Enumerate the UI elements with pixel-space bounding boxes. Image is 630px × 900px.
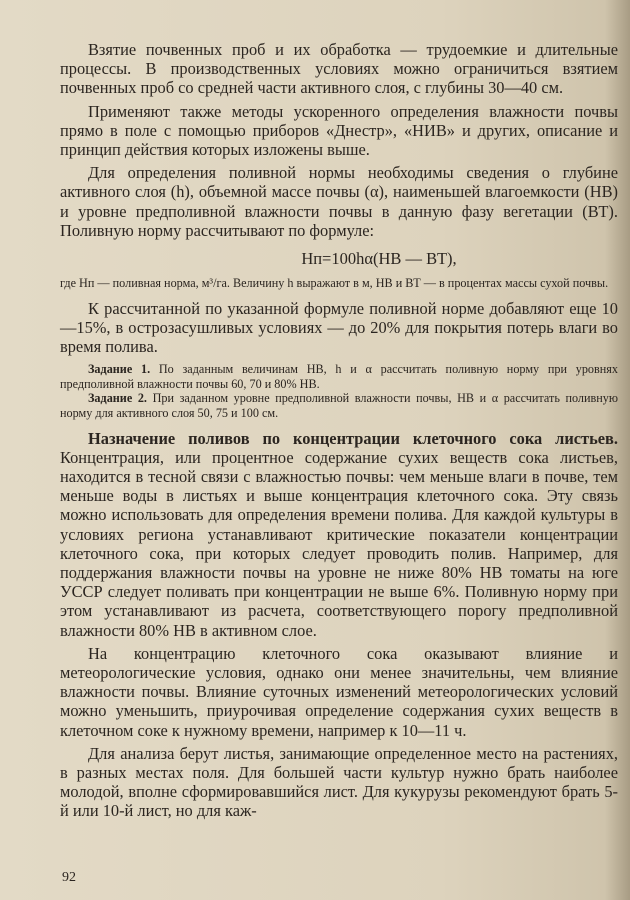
page-number: 92 bbox=[62, 870, 76, 885]
formula: Hп=100hα(НВ — ВТ), bbox=[301, 249, 457, 269]
section-heading: Назначение поливов по концентрации клеточного сока листьев. bbox=[88, 428, 618, 448]
task-2-label: Задание 2. bbox=[88, 391, 147, 406]
task-1-label: Задание 1. bbox=[88, 362, 151, 377]
text-column bbox=[60, 40, 618, 821]
section-text: Концентрация, или процентное содержание сухих веществ сока листьев, находится в тесной связи с влажностью почвы: чем меньше влаги в почве, тем меньше воды в листьях и выше концентрация клеточного сока. Эту связь можно использовать для определения времени полива. Для каждой культуры в условиях региона устанавливают критические показатели концентрации клеточного сока, при которых следует проводить полив. Например, для поддержания влажности почвы на уровне не ниже 80% НВ томаты на юге УССР следует поливать при концентрации не выше 6%. Поливную норму при этом устанавливают из расчета, соответствующего порогу предполивной влажности 80% НВ в активном слое. bbox=[60, 447, 618, 640]
task-2 bbox=[60, 391, 618, 420]
task-1-text: По заданным величинам НВ, h и α рассчитать поливную норму при уровнях предполивной влажности почвы 60, 70 и 80% НВ. bbox=[60, 362, 619, 391]
task-2-text: При заданном уровне предполивной влажности почвы, НВ и α рассчитать поливную норму для активного слоя 50, 75 и 100 см. bbox=[60, 391, 619, 421]
paragraph: К рассчитанной по указанной формуле поливной норме добавляют еще 10—15%, в острозасушливых условиях — до 20% для покрытия потерь влаги во время полива. bbox=[60, 298, 618, 357]
paragraph: На концентрацию клеточного сока оказывают влияние и метеорологические условия, однако они менее значительны, чем влияние влажности почвы. Влияние суточных изменений метеорологических условий можно уменьшить, приурочивая определение содержания сухих веществ в клеточном соке к нужному времени, например к 10—11 ч. bbox=[60, 643, 618, 740]
paragraph: Применяют также методы ускоренного определения влажности почвы прямо в поле с помощью приборов «Днестр», «НИВ» и других, описание и принцип действия которых изложены выше. bbox=[60, 101, 618, 160]
paragraph: Взятие почвенных проб и их обработка — трудоемкие и длительные процессы. В производственных условиях можно ограничиться взятием почвенных проб со средней части активного слоя, с глубины 30—40 см. bbox=[60, 40, 618, 98]
paragraph: Для анализа берут листья, занимающие определенное место на растениях, в разных местах поля. Для большей части культур нужно брать наиболее молодой, вполне сформировавшийся лист. Для кукурузы рекомендуют брать 5-й или 10-й лист, но для каж- bbox=[60, 743, 618, 821]
section-paragraph bbox=[60, 429, 618, 640]
formula-note: где Hп — поливная норма, м³/га. Величину h выражают в м, НВ и ВТ — в процентах массы сухой почвы. bbox=[60, 276, 609, 291]
task-1 bbox=[60, 362, 618, 391]
paragraph: Для определения поливной нормы необходимы сведения о глубине активного слоя (h), объемной массе почвы (α), наименьшей влагоемкости (НВ) и уровне предполивной влажности почвы в данную фазу вегетации (ВТ). Поливную норму рассчитывают по формуле: bbox=[60, 163, 618, 240]
